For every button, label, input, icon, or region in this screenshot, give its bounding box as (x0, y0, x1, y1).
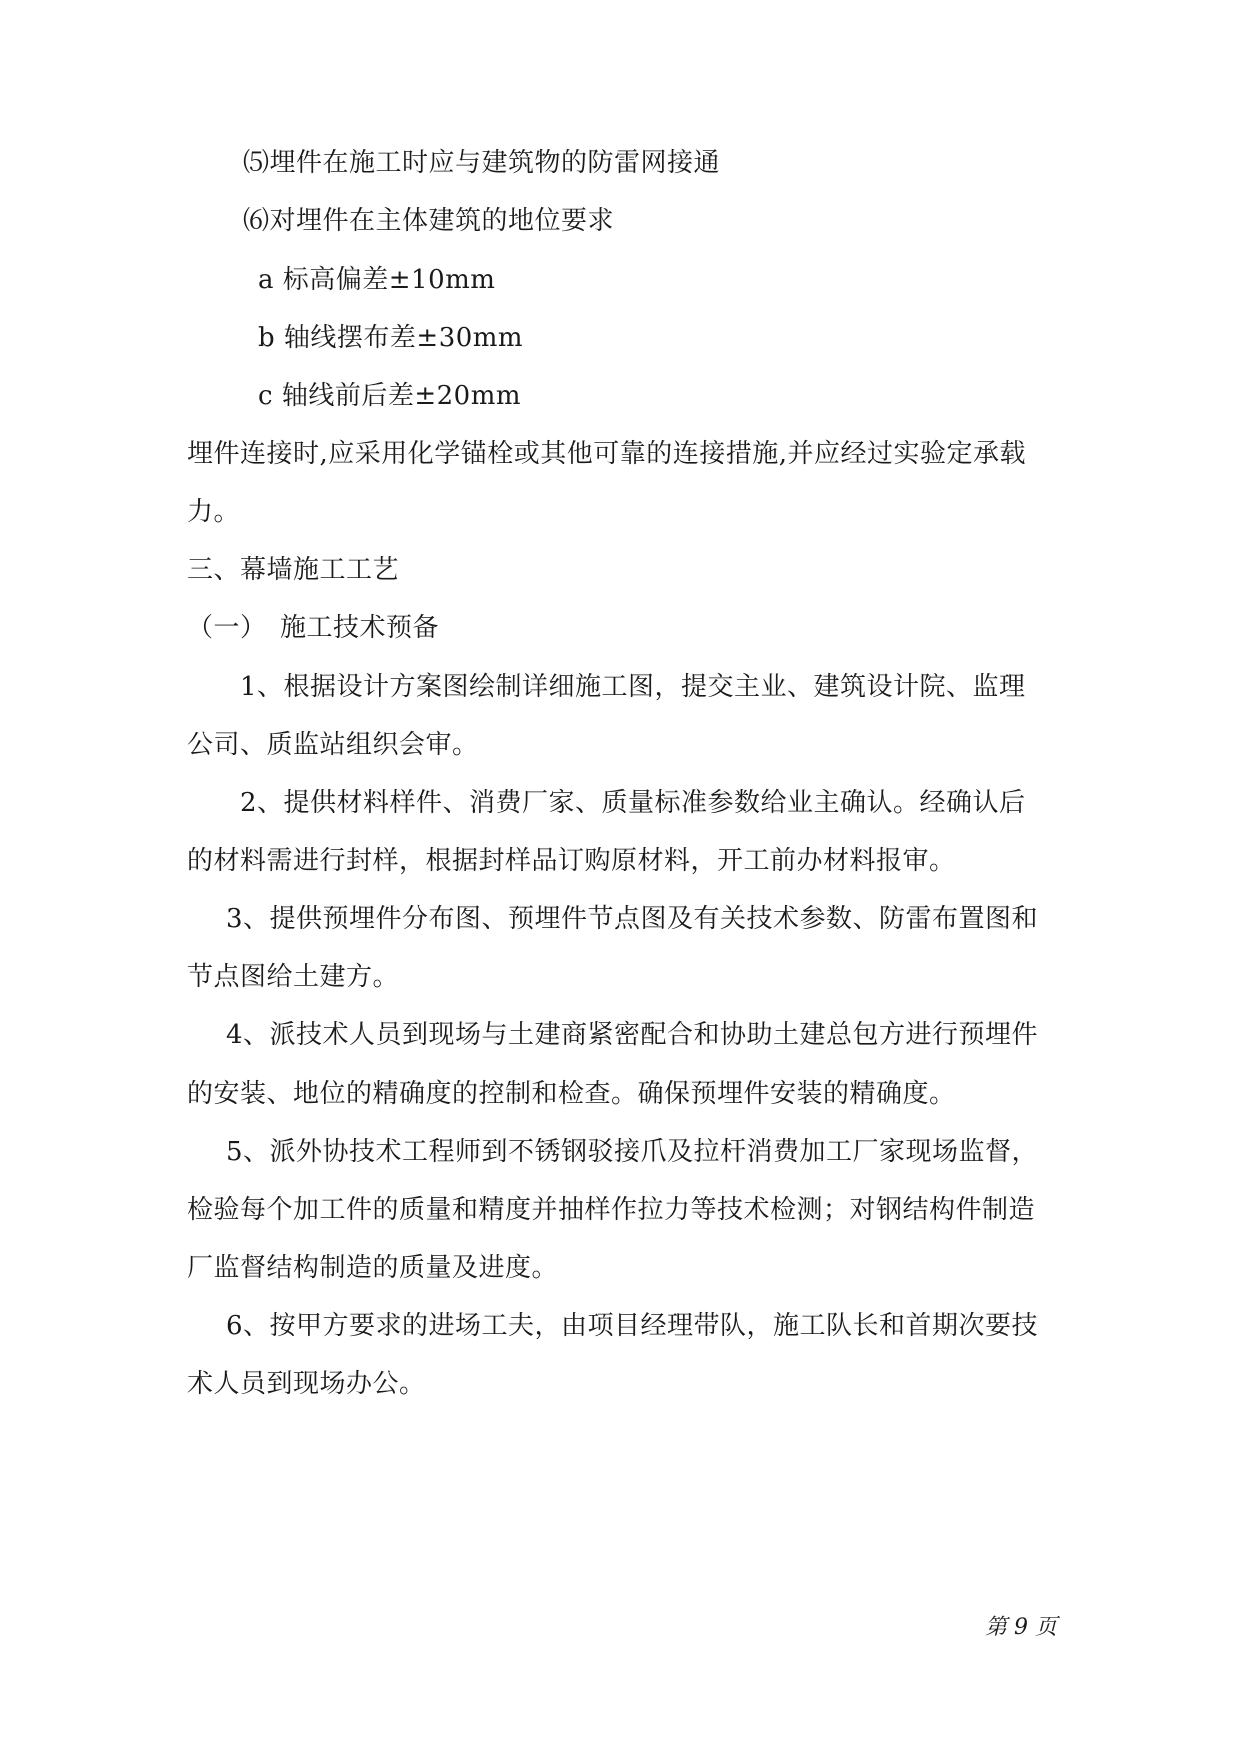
section-heading: 三、幕墙施工工艺 (187, 555, 400, 585)
step-3-line1: 3、提供预埋件分布图、预埋件节点图及有关技术参数、防雷布置图和 (226, 904, 1039, 934)
subsection-heading: （一） 施工技术预备 (187, 613, 440, 643)
connection-paragraph-line1: 埋件连接时,应采用化学锚栓或其他可靠的连接措施,并应经过实验定承载 (187, 439, 1027, 469)
step-5-line1: 5、派外协技术工程师到不锈钢驳接爪及拉杆消费加工厂家现场监督， (226, 1137, 1039, 1167)
step-1-line1: 1、根据设计方案图绘制详细施工图，提交主业、建筑设计院、监理 (240, 672, 1026, 702)
step-2-line2: 的材料需进行封样，根据封样品订购原材料，开工前办材料报审。 (187, 846, 956, 876)
step-2-line1: 2、提供材料样件、消费厂家、质量标准参数给业主确认。经确认后 (240, 788, 1026, 818)
step-5-line3: 厂监督结构制造的质量及进度。 (187, 1253, 559, 1283)
step-3-line2: 节点图给土建方。 (187, 962, 400, 992)
item-5: ⑸埋件在施工时应与建筑物的防雷网接通 (243, 148, 721, 178)
step-4-line2: 的安装、地位的精确度的控制和检查。确保预埋件安装的精确度。 (187, 1079, 956, 1109)
item-6: ⑹对埋件在主体建筑的地位要求 (243, 206, 615, 236)
page-number: 第 9 页 (985, 1615, 1057, 1640)
item-b: b 轴线摆布差±30mm (258, 323, 524, 353)
connection-paragraph-line2: 力。 (187, 497, 241, 527)
item-a: a 标高偏差±10mm (258, 265, 496, 295)
step-6-line2: 术人员到现场办公。 (187, 1369, 426, 1399)
step-1-line2: 公司、质监站组织会审。 (187, 730, 479, 760)
step-4-line1: 4、派技术人员到现场与土建商紧密配合和协助土建总包方进行预埋件 (226, 1020, 1039, 1050)
step-6-line1: 6、按甲方要求的进场工夫，由项目经理带队，施工队长和首期次要技 (226, 1311, 1039, 1341)
step-5-line2: 检验每个加工件的质量和精度并抽样作拉力等技术检测；对钢结构件制造 (187, 1195, 1036, 1225)
item-c: c 轴线前后差±20mm (258, 381, 522, 411)
